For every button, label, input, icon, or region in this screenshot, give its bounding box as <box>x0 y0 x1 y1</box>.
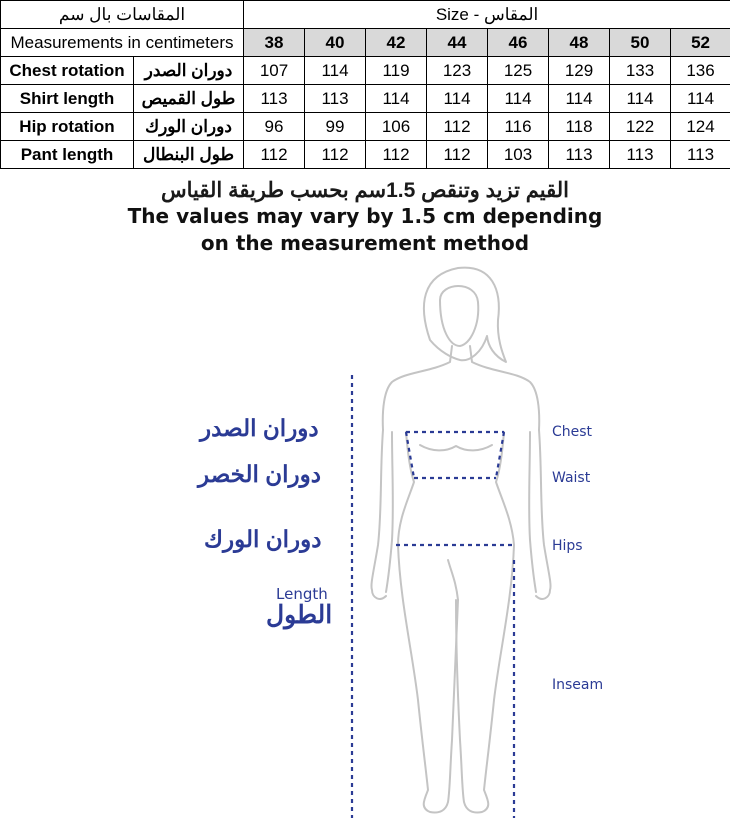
value-cell: 122 <box>610 113 671 141</box>
value-cell: 133 <box>610 57 671 85</box>
length-label-en: Length <box>276 585 328 603</box>
row-label-ar: دوران الصدر <box>134 57 244 85</box>
value-cell: 113 <box>610 141 671 169</box>
right-leg <box>456 545 514 813</box>
value-cell: 103 <box>488 141 549 169</box>
value-cell: 99 <box>305 113 366 141</box>
row-label-ar: دوران الورك <box>134 113 244 141</box>
value-cell: 112 <box>244 141 305 169</box>
crotch-line <box>448 560 458 600</box>
value-cell: 114 <box>305 57 366 85</box>
value-cell: 96 <box>244 113 305 141</box>
variance-note-en-line1: The values may vary by 1.5 cm depending <box>127 204 603 228</box>
measurements-unit-label: Measurements in centimeters <box>1 29 244 57</box>
size-cell: 42 <box>366 29 427 57</box>
size-cell: 40 <box>305 29 366 57</box>
value-cell: 112 <box>427 113 488 141</box>
measurement-guides <box>352 375 516 818</box>
size-cell: 52 <box>671 29 730 57</box>
chest-label-ar: دوران الصدر <box>200 415 319 441</box>
left-arm <box>371 430 392 599</box>
value-cell: 113 <box>549 141 610 169</box>
value-cell: 114 <box>488 85 549 113</box>
value-cell: 107 <box>244 57 305 85</box>
torso-right <box>496 432 514 545</box>
value-cell: 114 <box>549 85 610 113</box>
right-arm <box>529 430 550 599</box>
value-cell: 136 <box>671 57 730 85</box>
bust-line <box>420 445 492 450</box>
size-cell: 38 <box>244 29 305 57</box>
value-cell: 113 <box>671 141 730 169</box>
hair-outline <box>424 268 506 362</box>
value-cell: 113 <box>305 85 366 113</box>
value-cell: 118 <box>549 113 610 141</box>
torso-left <box>398 432 414 545</box>
row-label-en: Pant length <box>1 141 134 169</box>
value-cell: 114 <box>610 85 671 113</box>
row-label-ar: طول البنطال <box>134 141 244 169</box>
hips-label-en: Hips <box>552 538 583 554</box>
value-cell: 114 <box>427 85 488 113</box>
variance-note-ar: القيم تزيد وتنقص 1.5سم بحسب طريقة القياس <box>161 179 569 202</box>
value-cell: 112 <box>366 141 427 169</box>
variance-note-en-line2: on the measurement method <box>200 231 530 255</box>
row-label-en: Chest rotation <box>1 57 134 85</box>
waist-label-ar: دوران الخصر <box>198 461 322 487</box>
left-shoulder <box>383 346 452 430</box>
size-cell: 50 <box>610 29 671 57</box>
size-header: Size - المقاس <box>244 1 730 29</box>
size-cell: 44 <box>427 29 488 57</box>
value-cell: 124 <box>671 113 730 141</box>
row-label-en: Hip rotation <box>1 113 134 141</box>
row-label-ar: طول القميص <box>134 85 244 113</box>
value-cell: 113 <box>244 85 305 113</box>
length-label-ar: الطول <box>266 601 333 629</box>
face-outline <box>440 286 478 346</box>
size-cell: 46 <box>488 29 549 57</box>
value-cell: 129 <box>549 57 610 85</box>
inseam-label-en: Inseam <box>552 677 604 693</box>
body-silhouette <box>371 268 550 813</box>
value-cell: 112 <box>305 141 366 169</box>
left-leg <box>398 545 458 813</box>
measures-header-ar: المقاسات بال سم <box>1 1 244 29</box>
value-cell: 123 <box>427 57 488 85</box>
value-cell: 116 <box>488 113 549 141</box>
row-label-en: Shirt length <box>1 85 134 113</box>
waist-label-en: Waist <box>552 470 591 486</box>
value-cell: 114 <box>671 85 730 113</box>
hip-label-ar: دوران الورك <box>204 526 322 552</box>
value-cell: 119 <box>366 57 427 85</box>
chest-label-en: Chest <box>552 424 593 440</box>
value-cell: 112 <box>427 141 488 169</box>
value-cell: 125 <box>488 57 549 85</box>
value-cell: 114 <box>366 85 427 113</box>
value-cell: 106 <box>366 113 427 141</box>
size-cell: 48 <box>549 29 610 57</box>
